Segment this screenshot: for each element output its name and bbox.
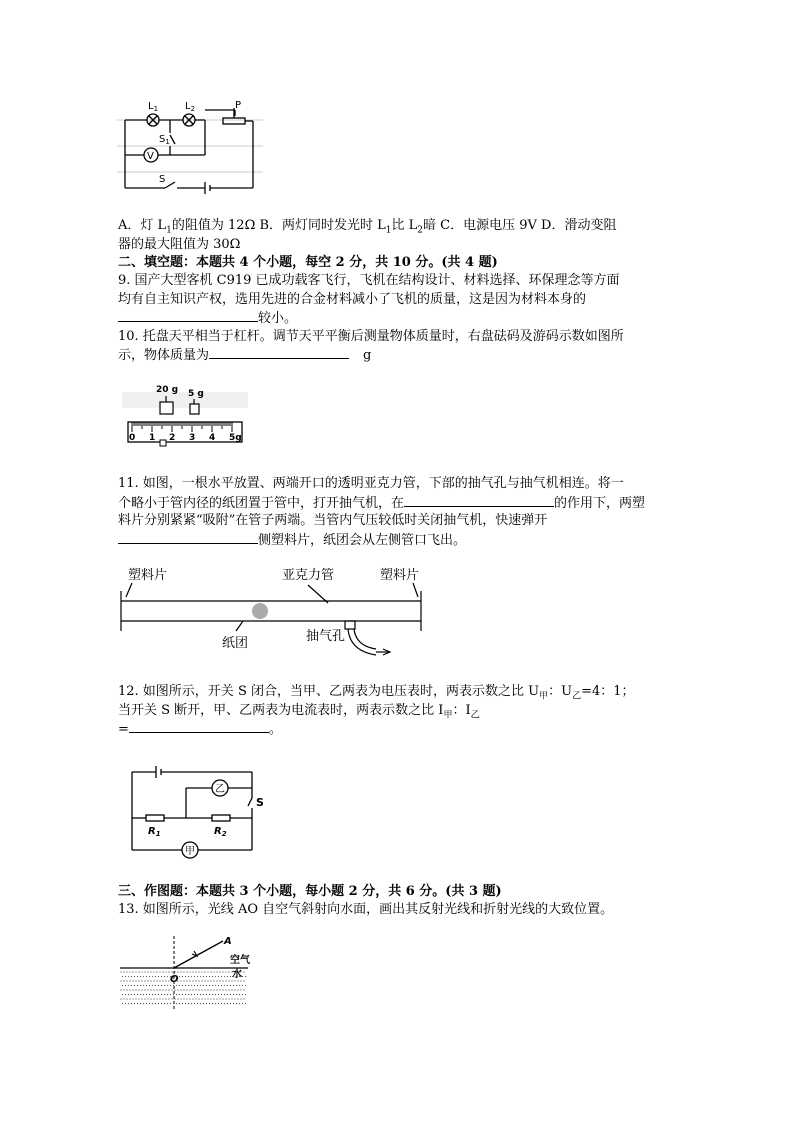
q9-answer-blank[interactable] [118,309,258,322]
label-L2: $L_2$ [185,101,196,113]
q8-options-line1: A．灯 $L_1$的阻值为 12Ω B．两灯同时发光时 $L_1$比 $L_2$暗 C．电源电压 9V D．滑动变阻 [118,218,617,236]
q10-line1: 10. 托盘天平相当于杠杆。调节天平平衡后测量物体质量时，右盘砝码及游码示数如图所 [118,329,624,344]
q11-line3: 料片分别紧紧“吸附”在管子两端。当管内气压较低时关闭抽气机，快速弹开 [118,513,548,528]
balance-weights-figure [122,382,248,450]
ruler-tick-label: 1 [149,433,156,443]
label-R2: $R_2$ [214,826,227,838]
label-O: O [170,974,179,985]
q9-line3: 较小。 [118,309,297,328]
q10-answer-blank[interactable] [209,346,349,359]
q11-answer-blank-2[interactable] [118,531,258,544]
acrylic-tube-figure [118,563,428,663]
label-P: P [235,100,242,111]
q9-line2: 均有自主知识产权，选用先进的合金材料减小了飞机的质量，这是因为材料本身的 [118,292,587,307]
q10-line2: 示，物体质量为 g [118,348,372,363]
label-V: V [147,151,154,162]
label-switch-S: S [256,796,264,809]
weight-5g-label: 5 g [188,389,204,399]
label-L1: $L_1$ [148,101,159,113]
label-S1: $S_1$ [159,134,170,146]
ruler-tick-label: 3 [189,433,196,443]
label-air: 空气 [230,955,250,966]
q12-answer-blank[interactable] [129,720,269,733]
left-plastic-label: 塑料片 [128,568,168,583]
q12-line1: 12. 如图所示，开关 S 闭合，当甲、乙两表为电压表时，两表示数之比 $U_甲$：$U_乙=4$：1； [118,684,635,702]
section3-title: 三、作图题：本题共 3 个小题，每小题 2 分，共 6 分。(共 3 题) [118,884,502,899]
light-refraction-figure [118,932,258,1012]
label-A: A [224,936,232,947]
tube-label: 亚克力管 [282,568,335,583]
q11-line1: 11. 如图，一根水平放置、两端开口的透明亚克力管，下部的抽气孔与抽气机相连。将一 [118,476,624,491]
q8-options-line2: 器的最大阻值为 30Ω [118,237,241,252]
q11-line4: 侧塑料片，纸团会从左侧管口飞出。 [118,531,466,550]
q12-line2: 当开关 S 断开，甲、乙两表为电流表时，两表示数之比 $I_甲$：$I_乙$ [118,703,480,721]
label-R1: $R_1$ [148,826,161,838]
section2-title: 二、填空题：本题共 4 个小题，每空 2 分，共 10 分。(共 4 题) [118,255,498,270]
circuit-diagram-2 [128,762,268,862]
q11-answer-blank-1[interactable] [404,494,554,507]
ruler-tick-label: 4 [209,433,216,443]
paper-ball-label: 纸团 [222,636,249,651]
q12-line3: = 。 [118,722,282,737]
label-water: 水 [232,969,242,980]
q11-line2: 个略小于管内径的纸团置于管中，打开抽气机，在 的作用下，两塑 [118,496,646,511]
circuit-diagram-1 [115,98,265,198]
ruler-tick-label: 5g [229,433,242,443]
air-hole-label: 抽气孔 [306,629,346,644]
q9-line1: 9. 国产大型客机 C919 已成功载客飞行，飞机在结构设计、材料选择、环保理念等方面 [118,273,620,288]
right-plastic-label: 塑料片 [380,568,420,583]
q13-line1: 13. 如图所示，光线 AO 自空气斜射向水面，画出其反射光线和折射光线的大致位置。 [118,902,614,917]
ruler-tick-label: 2 [169,433,176,443]
label-S: S [159,174,166,185]
meter-jia-label: 甲 [185,846,195,857]
meter-yi-label: 乙 [215,784,225,795]
weight-20g-label: 20 g [156,385,179,395]
ruler-tick-label: 0 [129,433,136,443]
